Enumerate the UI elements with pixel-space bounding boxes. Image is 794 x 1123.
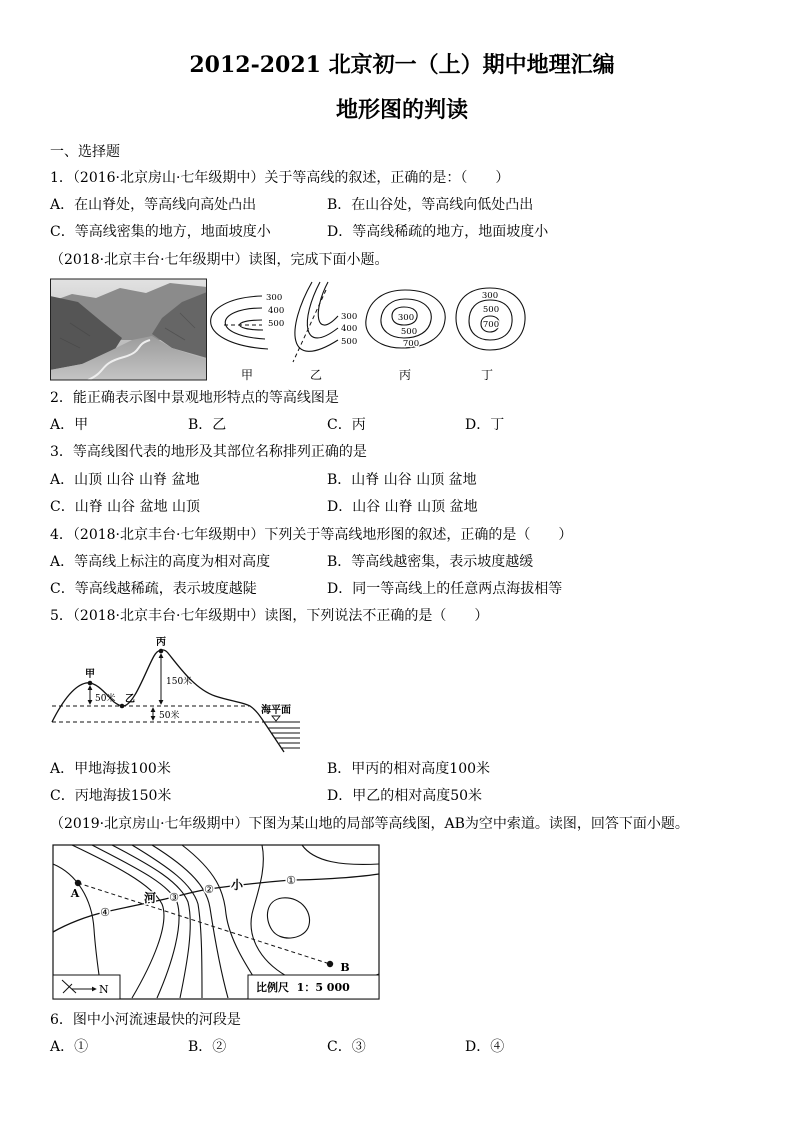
label-jia: 甲: [85, 669, 95, 680]
q3-option-d: D．山谷 山脊 山顶 盆地: [327, 499, 478, 515]
label-a: A: [70, 887, 80, 900]
panel-ding: [456, 288, 525, 382]
label-sea-level: 海平面: [261, 705, 291, 716]
segment-label-2: ②: [204, 883, 214, 896]
sea-level-marker-icon: [272, 716, 280, 721]
panel-jia: [211, 293, 285, 382]
north-arrow-box: [53, 975, 120, 999]
contour-figure: [50, 278, 530, 384]
label-bing-yi-height: 150米: [166, 677, 193, 687]
scale-label: 比例尺 1：5 000: [256, 981, 350, 994]
q1-stem: 1．（2016·北京房山·七年级期中）关于等高线的叙述，正确的是：（ ）: [50, 170, 510, 186]
panel-yi: [293, 282, 357, 382]
contour-line: [307, 282, 338, 338]
point-yi: [120, 704, 125, 709]
q3-option-b: B．山脊 山谷 山顶 盆地: [327, 472, 477, 488]
q6-option-c: C．③: [327, 1039, 366, 1055]
q4-option-d: D．同一等高线上的任意两点海拔相等: [327, 581, 563, 597]
q4-stem: 4．（2018·北京丰台·七年级期中）下列关于等高线地形图的叙述，正确的是（ ）: [50, 527, 573, 543]
point-jia: [88, 681, 93, 686]
segment-label-3: ③: [169, 891, 179, 904]
segment-label-1: ①: [286, 874, 296, 887]
label-bing: 丙: [156, 637, 166, 648]
q4-option-b: B．等高线越密集，表示坡度越缓: [327, 554, 534, 570]
document-title: 2012-2021 北京初一（上）期中地理汇编: [189, 52, 615, 78]
q4-option-c: C．等高线越稀疏，表示坡度越陡: [50, 581, 257, 597]
water-hatching: [268, 728, 300, 748]
q2-option-d: D．丁: [465, 417, 505, 433]
north-label: N: [99, 983, 109, 996]
q1-option-b: B．在山谷处，等高线向低处凸出: [327, 197, 534, 213]
panel-name: 甲: [240, 368, 254, 382]
point-b: [327, 961, 333, 967]
north-arrow-frame: [53, 975, 120, 999]
river-label-xiao: 小: [230, 878, 244, 892]
terrain-profile-figure: [50, 634, 302, 754]
landscape-photo: [50, 279, 207, 380]
contour-line: [211, 296, 268, 349]
segment-label-4: ④: [100, 906, 110, 919]
panel-name: 丙: [398, 368, 412, 382]
contour-label: 300: [341, 312, 358, 322]
q4-option-a: A．等高线上标注的高度为相对高度: [50, 554, 271, 570]
group-fangshan-intro: （2019·北京房山·七年级期中）下图为某山地的局部等高线图，AB为空中索道。读图，回答下面小题。: [50, 816, 689, 832]
contour-line: [295, 282, 338, 351]
contour-label: 400: [341, 324, 358, 334]
q2-option-b: B．乙: [188, 417, 227, 433]
label-b: B: [340, 961, 350, 974]
panel-name: 丁: [480, 368, 494, 382]
contour-label: 500: [400, 327, 418, 337]
q3-option-c: C．山脊 山谷 盆地 山顶: [50, 499, 201, 515]
q1-option-d: D．等高线稀疏的地方，地面坡度小: [327, 224, 549, 240]
contour-line: [318, 282, 338, 325]
q3-option-a: A．山顶 山谷 山脊 盆地: [50, 472, 200, 488]
q3-stem: 3．等高线图代表的地形及其部位名称排列正确的是: [50, 444, 367, 460]
contour-label: 300: [266, 293, 283, 303]
point-a: [75, 880, 81, 886]
q5-option-c: C．丙地海拔150米: [50, 788, 172, 804]
document-subtitle: 地形图的判读: [335, 97, 468, 123]
contour-label: 500: [341, 337, 358, 347]
contour-label: 300: [481, 291, 499, 301]
panel-name: 乙: [309, 368, 323, 382]
group-fengtai-intro: （2018·北京丰台·七年级期中）读图，完成下面小题。: [50, 252, 389, 268]
contour-label: 400: [268, 306, 285, 316]
contour-label: 500: [268, 319, 285, 329]
contour-label: 700: [482, 320, 500, 330]
label-jia-yi-height: 50米: [95, 694, 116, 704]
label-yi: 乙: [125, 694, 135, 705]
q5-option-a: A．甲地海拔100米: [50, 761, 171, 777]
q2-option-a: A．甲: [50, 417, 89, 433]
terrain-profile-line: [52, 650, 284, 752]
section-heading: 一、选择题: [50, 144, 120, 160]
q6-stem: 6．图中小河流速最快的河段是: [50, 1012, 241, 1028]
q2-option-c: C．丙: [327, 417, 366, 433]
scale-box: [248, 975, 379, 999]
q1-option-c: C．等高线密集的地方，地面坡度小: [50, 224, 271, 240]
q6-option-a: A．①: [50, 1039, 89, 1055]
river-label-he: 河: [143, 891, 157, 905]
q1-option-a: A．在山脊处，等高线向高处凸出: [50, 197, 257, 213]
label-yi-sea-height: 50米: [159, 711, 180, 721]
q5-stem: 5．（2018·北京丰台·七年级期中）读图，下列说法不正确的是（ ）: [50, 608, 489, 624]
contour-map: [52, 844, 380, 1000]
q6-option-d: D．④: [465, 1039, 505, 1055]
q6-option-b: B．②: [188, 1039, 227, 1055]
q2-stem: 2．能正确表示图中景观地形特点的等高线图是: [50, 390, 339, 406]
q5-option-b: B．甲丙的相对高度100米: [327, 761, 491, 777]
contour-label: 500: [482, 305, 500, 315]
contour-label: 700: [402, 339, 420, 349]
panel-bing: [366, 290, 445, 382]
contour-line: [225, 308, 265, 339]
contour-label: 300: [397, 313, 415, 323]
point-bing: [159, 649, 164, 654]
q5-option-d: D．甲乙的相对高度50米: [327, 788, 483, 804]
